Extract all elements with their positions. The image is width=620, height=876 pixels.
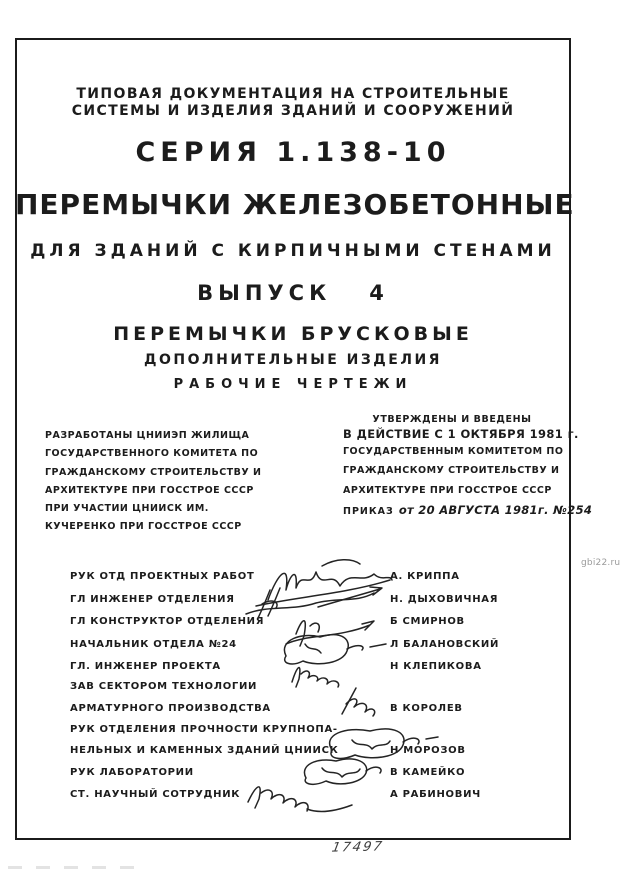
developed-by-line: ПРИ УЧАСТИИ ЦНИИСК ИМ. — [45, 503, 209, 515]
approved-effective-date: В ДЕЙСТВИЕ С 1 ОКТЯБРЯ 1981 г. — [343, 427, 579, 441]
doc-type: РАБОЧИЕ ЧЕРТЕЖИ — [173, 377, 413, 392]
document-title: ПЕРЕМЫЧКИ ЖЕЛЕЗОБЕТОННЫЕ — [15, 188, 575, 221]
issue-number: 4 — [369, 281, 389, 305]
approved-by-line: ГРАЖДАНСКОМУ СТРОИТЕЛЬСТВУ И — [343, 465, 560, 477]
signatory-name: В КАМЕЙКО — [390, 767, 466, 778]
signatory-role: НАЧАЛЬНИК ОТДЕЛА №24 — [70, 639, 237, 650]
issue-label: ВЫПУСК — [197, 281, 332, 305]
signatory-role-line2: НЕЛЬНЫХ И КАМЕННЫХ ЗДАНИЙ ЦНИИСК — [70, 745, 339, 756]
document-subtitle: ДЛЯ ЗДАНИЙ С КИРПИЧНЫМИ СТЕНАМИ — [30, 241, 556, 261]
signatory-name: Н МОРОЗОВ — [390, 745, 466, 756]
developed-by-line: КУЧЕРЕНКО ПРИ ГОССТРОЕ СССР — [45, 521, 242, 533]
signatory-name: Л БАЛАНОВСКИЙ — [390, 639, 500, 650]
signatory-role: ГЛ. ИНЖЕНЕР ПРОЕКТА — [70, 661, 221, 672]
signatory-role: РУК ОТД ПРОЕКТНЫХ РАБОТ — [70, 571, 255, 582]
approved-by-block — [343, 414, 579, 499]
order-line — [343, 499, 592, 518]
signatory-role-line1: ЗАВ СЕКТОРОМ ТЕХНОЛОГИИ — [70, 681, 258, 692]
print-order-number: 17497 — [330, 839, 385, 856]
series-number: СЕРИЯ 1.138-10 — [135, 137, 451, 168]
approved-by-line: УТВЕРЖДЕНЫ И ВВЕДЕНЫ — [372, 414, 532, 425]
developed-by-line: ГОСУДАРСТВЕННОГО КОМИТЕТА ПО — [45, 448, 259, 460]
signatory-role-line2: АРМАТУРНОГО ПРОИЗВОДСТВА — [70, 703, 271, 714]
doc-category-line2: СИСТЕМЫ И ИЗДЕЛИЯ ЗДАНИЙ И СООРУЖЕНИЙ — [71, 103, 515, 119]
approved-by-line: АРХИТЕКТУРЕ ПРИ ГОССТРОЕ СССР — [343, 484, 552, 496]
signatory-name: А. КРИППА — [390, 571, 460, 582]
doc-category-line1: ТИПОВАЯ ДОКУМЕНТАЦИЯ НА СТРОИТЕЛЬНЫЕ — [76, 86, 510, 102]
signatory-role: ГЛ ИНЖЕНЕР ОТДЕЛЕНИЯ — [70, 594, 235, 605]
signatory-role: РУК ЛАБОРАТОРИИ — [70, 767, 194, 778]
developed-by-line: ГРАЖДАНСКОМУ СТРОИТЕЛЬСТВУ И — [45, 466, 262, 478]
signatory-name: А РАБИНОВИЧ — [390, 789, 481, 800]
developed-by-line: РАЗРАБОТАНЫ ЦНИИЭП ЖИЛИЩА — [45, 430, 250, 441]
signatory-name: Н КЛЕПИКОВА — [390, 661, 482, 672]
section-subtitle: ДОПОЛНИТЕЛЬНЫЕ ИЗДЕЛИЯ — [144, 352, 442, 368]
signatory-name: Н. ДЫХОВИЧНАЯ — [390, 594, 499, 605]
scan-artifact-marks — [8, 866, 148, 869]
order-label: ПРИКАЗ — [343, 506, 394, 517]
signatory-role: СТ. НАУЧНЫЙ СОТРУДНИК — [70, 789, 241, 800]
order-detail: от 20 АВГУСТА 1981г. №254 — [398, 503, 593, 517]
issue-line — [15, 281, 571, 305]
developed-by-block — [45, 427, 260, 537]
signatory-name: Б СМИРНОВ — [390, 616, 465, 627]
developed-by-line: АРХИТЕКТУРЕ ПРИ ГОССТРОЕ СССР — [45, 484, 254, 496]
approved-by-line: ГОСУДАРСТВЕННЫМ КОМИТЕТОМ ПО — [343, 446, 564, 457]
site-watermark: gbi22.ru — [581, 558, 620, 568]
section-title: ПЕРЕМЫЧКИ БРУСКОВЫЕ — [113, 323, 473, 345]
signatory-role-line1: РУК ОТДЕЛЕНИЯ ПРОЧНОСТИ КРУПНОПА- — [70, 724, 338, 735]
signatory-name: В КОРОЛЕВ — [390, 703, 463, 714]
signatory-role: ГЛ КОНСТРУКТОР ОТДЕЛЕНИЯ — [70, 616, 265, 627]
